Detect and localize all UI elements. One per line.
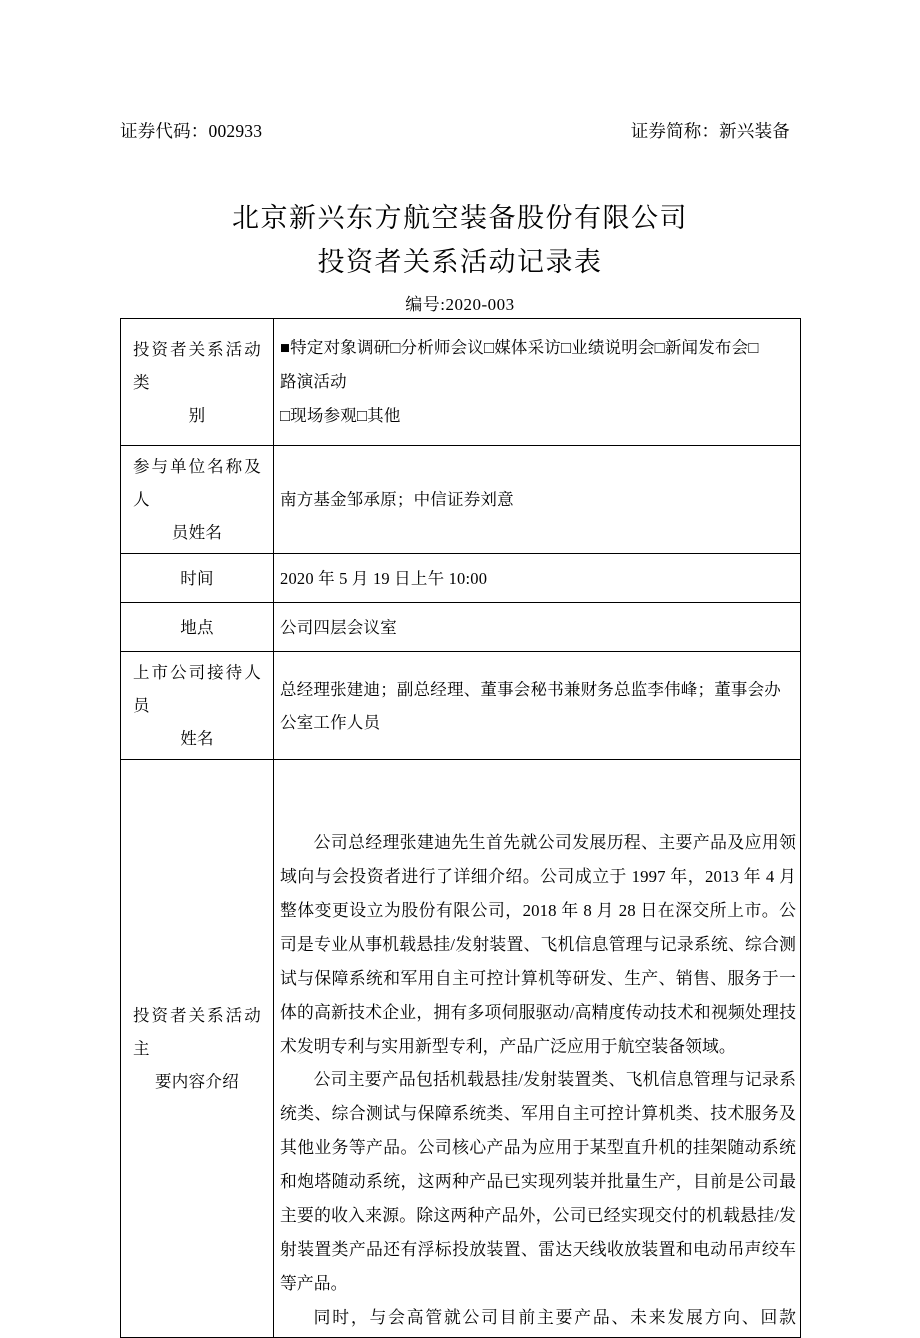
document-header bbox=[120, 118, 800, 143]
activity-type-label bbox=[121, 319, 274, 446]
participants-label bbox=[121, 446, 274, 554]
page-title-line1: 北京新兴东方航空装备股份有限公司 bbox=[232, 203, 688, 233]
table-row-activity-type bbox=[121, 319, 801, 446]
table-row-reception bbox=[121, 652, 801, 760]
table-row-time bbox=[121, 554, 801, 603]
main-content-label-line2: 要内容介绍 bbox=[155, 1071, 239, 1091]
table-row-main-content bbox=[121, 760, 801, 1338]
time-value: 2020 年 5 月 19 日上午 10:00 bbox=[274, 554, 801, 603]
participants-label-line1: 参与单位名称及人 bbox=[133, 457, 261, 509]
activity-type-label-line1: 投资者关系活动类 bbox=[133, 339, 261, 392]
reception-value: 总经理张建迪；副总经理、董事会秘书兼财务总监李伟峰；董事会办公室工作人员 bbox=[274, 652, 801, 760]
location-label: 地点 bbox=[121, 603, 274, 652]
main-content-label bbox=[121, 760, 274, 1338]
content-paragraph-2: 公司主要产品包括机载悬挂/发射装置类、飞机信息管理与记录系统类、综合测试与保障系统类、军用自主可控计算机类、技术服务及其他业务等产品。公司核心产品为应用于某型直升机的挂架随动系统和炮塔随动系统，这两种产品已实现列装并批量生产，目前是公司最主要的收入来源。除这两种产品外，公司已经实现交付的机载悬挂/发射装置类产品还有浮标投放装置、雷达天线收放装置和电动吊声绞车等产品。 bbox=[280, 1070, 796, 1293]
page-title-line2: 投资者关系活动记录表 bbox=[317, 247, 603, 277]
content-paragraph-1: 公司总经理张建迪先生首先就公司发展历程、主要产品及应用领域向与会投资者进行了详细介绍。公司成立于 1997 年，2013 年 4 月整体变更设立为股份有限公司，2018 年 8 月 28 日在深交所上市。公司是专业从事机载悬挂/发射装置、飞机信息管理与记录系统、综合测试与保障系统和军用自主可控计算机等研发、生产、销售、服务于一体的高新技术企业，拥有多项伺服驱动/高精度传动技术和视频处理技术发明专利与实用新型专利，产品广泛应用于航空装备领域。 bbox=[280, 833, 796, 1056]
activity-options-line2[interactable]: 路演活动 bbox=[280, 372, 347, 392]
reception-label-line2: 姓名 bbox=[180, 729, 214, 748]
time-label: 时间 bbox=[121, 554, 274, 603]
table-row-location bbox=[121, 603, 801, 652]
main-content-label-line1: 投资者关系活动主 bbox=[133, 1005, 261, 1058]
activity-options-line1[interactable]: ■特定对象调研□分析师会议□媒体采访□业绩说明会□新闻发布会□ bbox=[280, 338, 759, 358]
participants-label-line2: 员姓名 bbox=[171, 523, 223, 542]
security-code-label: 证券代码：002933 bbox=[120, 121, 263, 141]
main-content-value bbox=[274, 760, 801, 1338]
document-number: 编号:2020-003 bbox=[405, 295, 515, 314]
reception-label bbox=[121, 652, 274, 760]
content-paragraph-3: 同时，与会高管就公司目前主要产品、未来发展方向、回款 bbox=[313, 1307, 796, 1327]
reception-label-line1: 上市公司接待人员 bbox=[133, 663, 261, 715]
investor-relations-table bbox=[120, 318, 801, 1338]
activity-options-line3[interactable]: □现场参观□其他 bbox=[280, 405, 401, 425]
participants-value: 南方基金邹承原；中信证券刘意 bbox=[274, 446, 801, 554]
activity-type-label-line2: 别 bbox=[188, 405, 206, 425]
content-top-spacer bbox=[280, 766, 796, 826]
table-row-participants bbox=[121, 446, 801, 554]
location-value: 公司四层会议室 bbox=[274, 603, 801, 652]
activity-type-options bbox=[274, 319, 801, 446]
security-name-label: 证券简称：新兴装备 bbox=[630, 121, 790, 141]
